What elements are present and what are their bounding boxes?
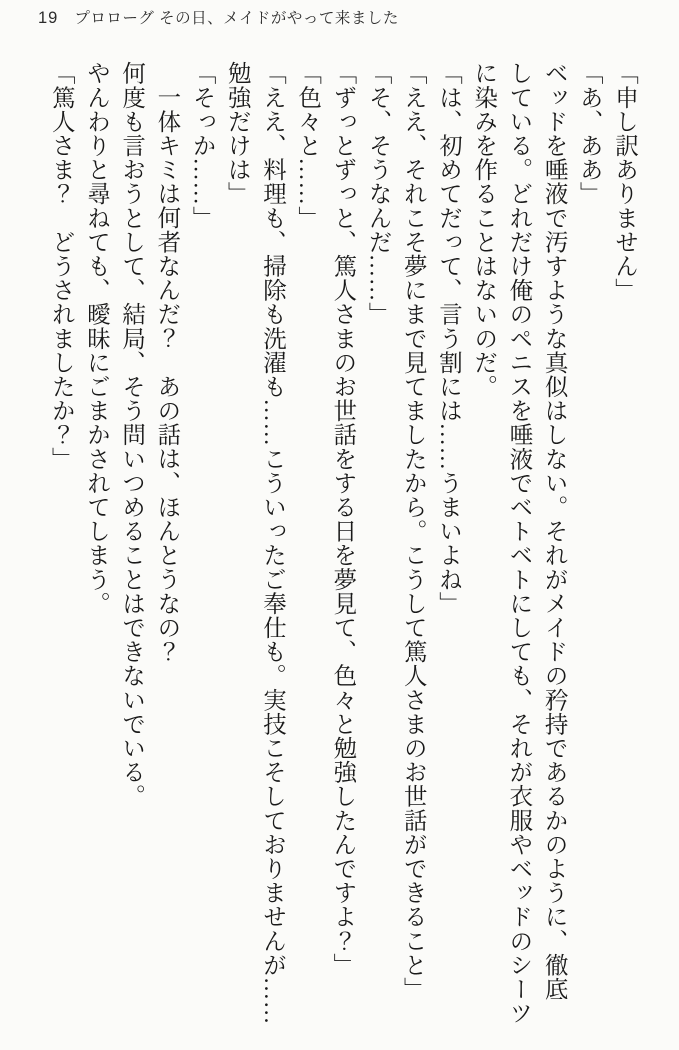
text-column: 一体キミは何者なんだ？ あの話は、ほんとうなの？ — [153, 85, 180, 664]
text-column: 「ええ、料理も、掃除も洗濯も……こういったご奉仕も。実技こそしておりませんが…… — [258, 61, 285, 1025]
text-column: 勉強だけは」 — [223, 61, 250, 206]
body-text — [43, 61, 641, 1026]
text-column: 「は、初めてだって、言う割には……うまいよね」 — [434, 61, 461, 616]
text-column: 「申し訳ありません」 — [611, 61, 637, 302]
text-column: に染みを作ることはないのだ。 — [470, 61, 497, 399]
text-column: 「ええ、それこそ夢にまで見てましたから。こうして篤人さまのお世話ができること」 — [399, 61, 426, 1001]
text-column: ベッドを唾液で汚すような真似はしない。それがメイドの矜持であるかのように、徹底 — [540, 61, 567, 1001]
page-number: 19 — [38, 9, 59, 27]
text-column: 「色々と……」 — [294, 61, 321, 230]
text-column: 何度も言おうとして、結局、そう問いつめることはできないでいる。 — [118, 61, 145, 809]
text-column: やんわりと尋ねても、曖昧にごまかされてしまう。 — [82, 61, 109, 616]
running-head-title: プロローグ その日、メイドがやって来ました — [74, 10, 399, 27]
text-column: 「そっか……」 — [188, 61, 215, 230]
text-column: している。どれだけ俺のペニスを唾液でベトベトにしても、それが衣服やベッドのシーツ — [505, 61, 532, 1025]
text-column: 「そ、そうなんだ……」 — [364, 61, 391, 327]
text-column: 「ずっとずっと、篤人さまのお世話をする日を夢見て、色々と勉強したんですよ？」 — [329, 61, 356, 977]
page-header — [38, 6, 399, 28]
text-column: 「篤人さま？ どうされましたか？」 — [47, 61, 74, 471]
text-column: 「あ、ああ」 — [575, 61, 602, 206]
